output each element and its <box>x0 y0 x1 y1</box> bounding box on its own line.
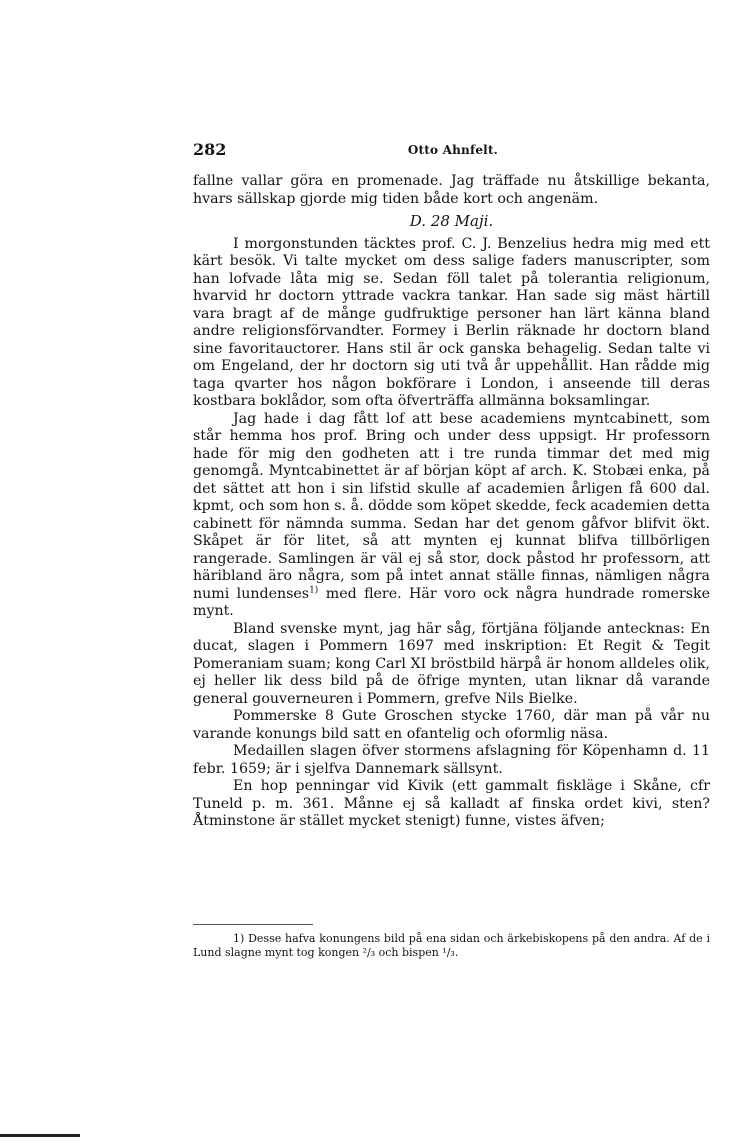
paragraph-continuation: med flere. Här voro ock några hundrade romerske mynt. <box>193 585 711 619</box>
footnote-marker-label: 1) <box>233 932 245 945</box>
date-heading: D. 28 Maji. <box>409 212 494 230</box>
page-header <box>193 140 713 160</box>
paragraph: Pommerske 8 Gute Groschen stycke 1760, där man på vår nu varande konungs bild satt en ofantelig och oformlig näsa. <box>193 708 710 742</box>
footnote-divider <box>193 924 313 925</box>
opening-paragraph: fallne vallar göra en promenade. Jag träffade nu åtskillige bekanta, hvars sällskap gjorde mig tiden både kort och angenäm. <box>193 173 710 207</box>
paragraph: I morgonstunden täcktes prof. C. J. Benzelius hedra mig med ett kärt besök. Vi talte mycket om dess salige faders manuscripter, som han lofvade låta mig se. Sedan föll talet på tolerantia religionum, hvarvid hr doctorn yttrade vackra tankar. Han sade sig mäst härtill vara bragt af de månge gudfruktige personer han lärt känna bland andre religionsförvandter. Formey i Berlin räknade hr doctorn bland sine favoritauctorer. Hans stil är ock ganska behagelig. Sedan talte vi om Engeland, der hr doctorn sig uti två år uppehållit. Han rådde mig taga qvarter hos någon bokförare i London, i anseende till deras kostbara boklådor, som ofta öfverträffa allmänna boksamlingar. <box>193 235 710 409</box>
running-head: Otto Ahnfelt. <box>407 143 499 157</box>
footnote <box>193 932 710 960</box>
paragraph-with-footnote <box>193 411 710 621</box>
footnote-text: Desse hafva konungens bild på ena sidan och ärkebiskopens på den andra. Af de i Lund slagne mynt tog kongen ²/₃ och bispen ¹/₃. <box>193 932 710 959</box>
paragraph: Bland svenske mynt, jag här såg, förtjäna följande antecknas: En ducat, slagen i Pommern 1697 med inskription: Et Regit & Tegit Pomeraniam suam; kong Carl XI bröstbild härpå är honom alldeles olik, ej heller lik dess bild på de öfrige mynten, utan liknar då varande general gouverneuren i Pommern, grefve Nils Bielke. <box>193 620 710 707</box>
paragraph: En hop penningar vid Kivik (ett gammalt fiskläge i Skåne, cfr Tuneld p. m. 361. Månne ej så kalladt af finska ordet kivi, sten? Åtminstone är stället mycket stenigt) funne, vistes äfven; <box>193 778 710 829</box>
footnote-marker[interactable]: 1) <box>309 584 319 595</box>
page-number: 282 <box>193 140 227 159</box>
paragraph: Medaillen slagen öfver stormens afslagning för Köpenhamn d. 11 febr. 1659; är i sjelfva Dannemark sällsynt. <box>193 743 710 777</box>
scan-edge-mark <box>0 1134 80 1137</box>
text-body <box>193 173 710 831</box>
paragraph-text: Jag hade i dag fått lof att bese academiens myntcabinett, som står hemma hos prof. Bring och under dess uppsigt. Hr professorn hade för mig den godheten att i tre runda timmar det med mig genomgå. Myntcabinettet är af början köpt af arch. K. Stobæi enka, på det sättet att hon i sin lifstid skulle af academien årligen få 600 dal. kpmt, och som hon s. å. dödde som köpet skedde, feck academien detta cabinett för nämnda summa. Sedan har det genom gåfvor blifvit ökt. Skåpet är för litet, så att mynten ej kunnat blifva tillbörligen rangerade. Samlingen är väl ej så stor, dock påstod hr professorn, att häribland äro några, som på intet annat ställe finnas, nämligen några numi lundenses <box>193 410 710 602</box>
